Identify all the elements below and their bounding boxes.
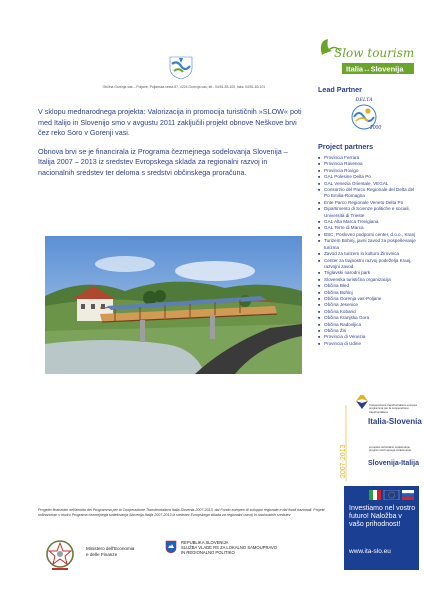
programme-title-si: Slovenija-Italija	[368, 460, 419, 467]
partner-item: ■ GAL Terre di Marca	[318, 225, 418, 231]
project-partners-title: Project partners	[318, 142, 374, 151]
project-partners-list	[318, 155, 418, 347]
partner-item: ■ Zavod za turizem in kulturo Žirovnica	[318, 251, 418, 257]
programme-title-it: Italia-Slovenia	[368, 417, 422, 426]
italian-ministry-label	[86, 546, 134, 557]
intro-paragraph-2: Obnova brvi se je financirala iz Programa čezmejnega sodelovanja Slovenija – Italija 2007 – 2013 iz sredstev Evropskega sklada za regionalni razvoj in nacionalnih sredstev ter deloma s sredstvi občinskega proračuna.	[38, 146, 288, 177]
italian-ministry-line-1: Ministero dell'Economia	[86, 546, 135, 551]
partner-item: ■ Center za trajnostni razvoj podeželja Kranj, razvojni zavod	[318, 258, 418, 271]
slow-logo-text: Slow tourism	[334, 46, 415, 60]
municipality-address: Občina Gorenja vas – Poljane, Poljanska cesta 87, 4224 Gorenja vas; tel.: 04/51-83-100, faks: 04/51-83-101	[102, 85, 266, 89]
partner-item: ■ GAL Alta Marca Trevigiana	[318, 219, 418, 225]
lead-partner-title: Lead Partner	[318, 85, 362, 94]
partner-item: ■ Provincia di Udine	[318, 341, 418, 347]
bridge-photo	[45, 236, 302, 374]
delta-logo-year: 2000	[370, 125, 382, 131]
partner-item: ■ Dipartimento di Scienze politiche e sociali, Università di Trieste	[318, 206, 418, 219]
banner-slogan: Investiamo nel vostro futuro! Naložba v vašo prihodnost!	[349, 505, 416, 528]
partner-item: ■ Občina Gorenja vas-Poljane	[318, 296, 418, 302]
partner-item: ■ GAL Venezia Orientale, VEGAL	[318, 181, 418, 187]
flags-icon	[369, 490, 414, 500]
programme-small-text-it: Cooperazione transfrontaliera europea programma per la cooperazione transfrontaliera	[369, 403, 417, 414]
partner-item: ■ Občina Jesenice	[318, 302, 418, 308]
intro-paragraph-1: V sklopu mednarodnega projekta: Valorizacija in promocija turističnih »SLOW« poti med Italijo in Slovenijo smo v avgustu 2011 zaključili projekt obnove Neškove brvi čez reko Soro v Gorenji vasi.	[38, 107, 302, 138]
partner-item: ■ Provincia Ravenna	[318, 161, 418, 167]
footer-funding-note: Progetto finanziato nell'ambito del Programma per la Cooperazione Transfrontaliera Italia-Slovenia 2007-2013, dal Fondo europeo di sviluppo regionale e dai fondi nazionali. Projekt sofinanciran v okviru Programa čezmejnega sodelovanja Slovenija-Italija 2007-2013 iz sredstev Evropskega sklada za regionalni razvoj in nacionalnih sredstev	[38, 508, 325, 517]
partner-item: ■ Consorzio del Parco Regionale del Delta del Po Emilia-Romagna	[318, 187, 418, 200]
programme-years-label	[339, 404, 347, 479]
municipality-crest-icon	[168, 54, 194, 80]
partner-item: ■ Občina Kobarid	[318, 309, 418, 315]
partner-item: ■ Občina Bled	[318, 283, 418, 289]
partner-item: ■ Provincia di Venezia	[318, 334, 418, 340]
partner-item: ■ Občina Bohinj	[318, 290, 418, 296]
partner-item: ■ Občina Kranjska Gora	[318, 315, 418, 321]
partner-item: ■ Triglavski narodni park	[318, 270, 418, 276]
slovenian-emblem-icon	[165, 540, 177, 554]
slow-tourism-logo-icon	[316, 33, 416, 77]
programme-small-text-si: evropsko teritorialno sodelovanje program čezmejnega sodelovanja	[369, 445, 411, 453]
partner-item: ■ Občina Radovljica	[318, 322, 418, 328]
partner-item: ■ Slovenska turistična organizacija	[318, 277, 418, 283]
partner-item: ■ Občina Žiri	[318, 328, 418, 334]
partner-item: ■ GAL Polesine Delta Po	[318, 174, 418, 180]
partner-item: ■ Provincia Rovigo	[318, 168, 418, 174]
delta-2000-logo	[344, 95, 384, 135]
slow-tourism-logo	[316, 33, 416, 77]
partner-item: ■ Provincia Ferrara	[318, 155, 418, 161]
slovenian-government-label	[181, 540, 331, 556]
eu-star-icon	[356, 395, 368, 409]
slovenian-label-line-1: REPUBLIKA SLOVENIJA	[181, 540, 229, 545]
partner-item: ■ Turizem Bohinj, javni zavod za pospeševanje turizma	[318, 238, 418, 251]
partner-item: ■ Ente Parco Regionale Veneto Delta Po	[318, 200, 418, 206]
banner-url[interactable]: www.ita-slo.eu	[349, 548, 391, 555]
italian-emblem-icon	[44, 537, 76, 573]
delta-logo-label: DELTA	[355, 97, 373, 103]
programme-years-text: 2007-2013	[340, 444, 347, 478]
intro-text	[38, 107, 304, 187]
slovenian-label-line-3: IN REGIONALNO POLITIKO	[181, 550, 235, 556]
slovenian-label-line-2: SLUŽBA VLADE RS ZA LOKALNO SAMOUPRAVO	[181, 545, 278, 551]
italian-ministry-line-2: e delle Finanze	[86, 551, 118, 557]
partner-item: ■ BSC, Poslovno podporni center, d.o.o., Kranj	[318, 232, 418, 238]
investment-banner	[344, 486, 419, 570]
slow-logo-sub: Italia↔Slovenija	[346, 64, 404, 74]
